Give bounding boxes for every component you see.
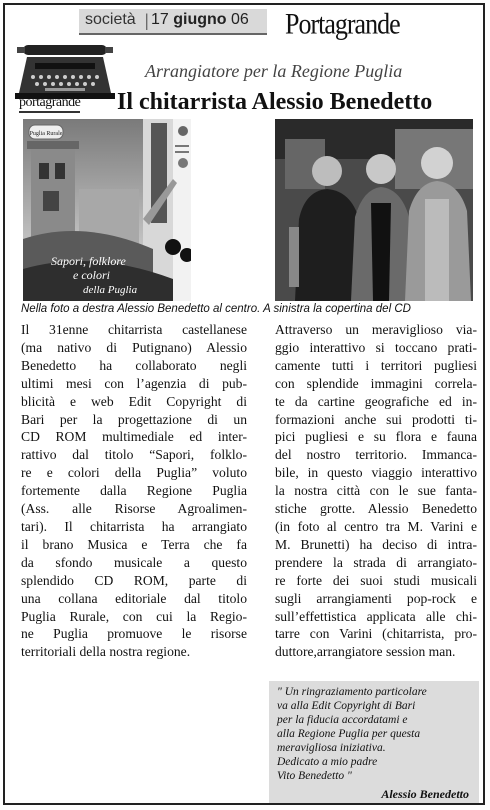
text-line: CD ROM multimediale ed inter- — [21, 429, 247, 445]
text-line: territoriali della nostra regione. — [21, 644, 191, 660]
quote-line: per la fiducia accordatami e — [277, 714, 408, 726]
text-line: la nostra città con le sue fanta- — [275, 483, 477, 499]
photo-caption: Nella foto a destra Alessio Benedetto al centro. A sinistra la copertina del CD — [21, 303, 411, 315]
text-line: con splendide immagini correla- — [275, 375, 477, 391]
text-line: Bari per la progettazione di un — [21, 411, 247, 427]
text-line: da sfondo musicale a questo — [21, 554, 247, 570]
text-line: rattivo dal titolo “Sapori, folklo- — [21, 447, 247, 463]
logo-text: portagrande — [19, 95, 80, 113]
text-line: tari). Il chitarrista ha arrangiato — [21, 518, 247, 534]
text-line: splendido CD ROM, parte di — [21, 572, 247, 588]
text-line: fortemente dalla Regione Puglia — [21, 483, 247, 499]
masthead: Portagrande — [285, 7, 400, 41]
quote-line: meravigliosa iniziativa. — [277, 742, 386, 754]
text-line: ultimi mesi con l’agenzia di pub- — [21, 375, 247, 391]
article-column-1 — [21, 321, 247, 661]
section-label: società — [85, 11, 136, 28]
cd-badge-text: Puglia Rurale — [29, 131, 63, 137]
text-line: Benedetto ha collaborato negli — [21, 357, 247, 373]
text-line: tarre con Varini (chitarrista, pro- — [275, 626, 477, 642]
text-line: del nostro territorio. Immanca- — [275, 447, 477, 463]
text-line: Attraverso un meraviglioso via- — [275, 322, 477, 337]
text-line: ne Puglia promuove le risorse — [21, 626, 247, 642]
text-line: camente tutti i territori pugliesi — [275, 357, 477, 373]
text-line: (in foto al centro tra M. Varini e — [275, 518, 477, 534]
text-line: formazioni anche sui prodotti ti- — [275, 411, 477, 427]
text-line: bile, in questo viaggio interattivo — [275, 465, 477, 481]
text-line: ggio interattivo si toccano prati- — [275, 339, 477, 355]
header-separator: | — [145, 10, 149, 30]
quote-line: va alla Edit Copyright di Bari — [277, 700, 416, 712]
text-line: stiche grotte. Alessio Benedetto — [275, 501, 477, 517]
text-line: re e colori della Puglia” voluto — [21, 465, 247, 481]
article-column-2 — [275, 321, 477, 661]
quote-line: Dedicato a mio padre — [277, 756, 378, 768]
text-line: te da cartine geografiche ed in- — [275, 393, 477, 409]
text-line: prendere la strada di arrangiato- — [275, 554, 477, 570]
text-line: una collana editoriale dal titolo — [21, 590, 247, 606]
text-line: sull’effettistica applicata alle chi- — [275, 608, 477, 624]
text-line: (Ass. alle Risorse Agroalimen- — [21, 501, 247, 517]
typewriter-icon — [15, 41, 115, 101]
cd-cover-photo — [23, 119, 191, 301]
article-subtitle: Arrangiatore per la Regione Puglia — [145, 61, 403, 81]
quote-line: " Un ringraziamento particolare — [277, 686, 427, 698]
quote-signature: Alessio Benedetto — [381, 787, 469, 801]
quote-line: alla Regione Puglia per questa — [277, 728, 421, 740]
text-line: M. Brunetti) ha deciso di intra- — [275, 536, 477, 552]
cd-title-line3: della Puglia — [83, 284, 138, 296]
group-photo — [275, 119, 473, 301]
newspaper-page — [3, 3, 485, 805]
text-line: Puglia Rurale, con cui la Regio- — [21, 608, 247, 624]
text-line: blicità e web Edit Copyright di — [21, 393, 247, 409]
cd-title-line2: e colori — [73, 268, 110, 282]
dedication-box — [269, 681, 479, 803]
quote-line: Vito Benedetto " — [277, 770, 352, 782]
text-line: Il 31enne chitarrista castellanese — [21, 322, 247, 337]
cd-title-line1: Sapori, folklore — [51, 254, 126, 268]
text-line: sugli arrangiamenti pop-rock e — [275, 590, 477, 606]
text-line: re forte dei suoi studi musicali — [275, 572, 477, 588]
text-line: pici pugliesi e su flora e fauna — [275, 429, 477, 445]
text-line: duttore,arrangiatore session man. — [275, 644, 456, 660]
article-headline: Il chitarrista Alessio Benedetto — [117, 89, 433, 115]
issue-date: 17 giugno 06 — [151, 11, 249, 28]
text-line: il brano Musica e Terra che fa — [21, 536, 247, 552]
text-line: (ma nativo di Putignano) Alessio — [21, 339, 247, 355]
